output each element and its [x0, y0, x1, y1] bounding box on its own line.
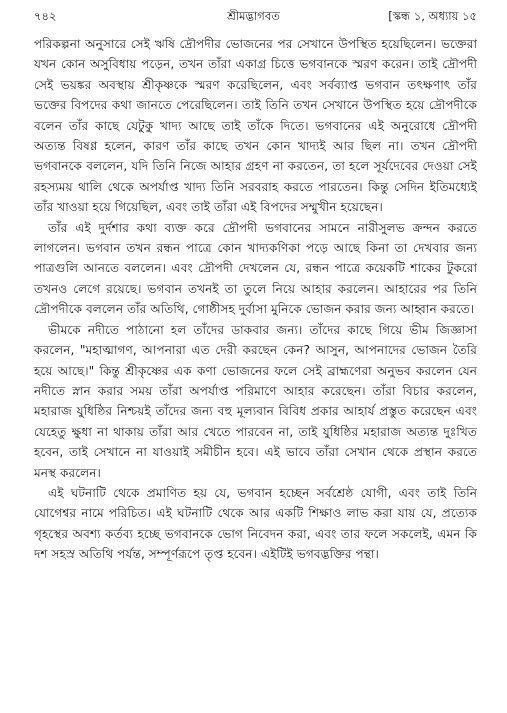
- paragraph: এই ঘটনাটি থেকে প্রমাণিত হয় যে, ভগবান হচ্ছেন সর্বশ্রেষ্ঠ যোগী, এবং তাই তিনি যোগেশ্বর নামে পরিচিত। এই ঘটনাটি থেকে আর একটি শিক্ষাও লাভ করা যায় যে, প্রত্যেক গৃহস্থের অবশ্য কর্তব্য হচ্ছে ভগবানকে ভোগ নিবেদন করা, এবং তার ফলে সকলেই, এমন কি দশ সহস্র অতিথি পর্যন্ত, সম্পূর্ণরূপে তৃপ্ত হবেন। এইটিই ভগবদ্ভক্তির পন্থা।: [34, 485, 477, 562]
- running-title: শ্রীমদ্ভাগবত: [227, 9, 280, 23]
- section-label: [স্কন্ধ ১, অধ্যায় ১৫: [388, 9, 477, 23]
- paragraph: ভীমকে নদীতে পাঠানো হল তাঁদের ডাকবার জন্য। তাঁদের কাছে গিয়ে ভীম জিজ্ঞাসা করলেন, "মহাত্মাগণ, আপনারা এত দেরী করছেন কেন? আসুন, আপনাদের ভোজন তৈরি হয়ে আছে।" কিন্তু শ্রীকৃষ্ণের এক কণা ভোজনের ফলে সেই ব্রাহ্মণেরা অনুভব করলেন যেন নদীতে স্নান করার সময় তাঁরা অপর্যাপ্ত পরিমাণে আহার করেছেন। তাঁরা বিচার করলেন, মহারাজ যুধিষ্ঠির নিশ্চয়ই তাঁদের জন্য বহু মূল্যবান বিবিধ প্রকার আহার্য প্রস্তুত করেছেন এবং যেহেতু ক্ষুধা না থাকায় তাঁরা আর খেতে পারবেন না, তাই যুধিষ্ঠির মহারাজ অত্যন্ত দুঃখিত হবেন, তাই সেখানে না যাওয়াই সমীচীন হবে। এই ভাবে তাঁরা সেখান থেকে প্রস্থান করতে মনস্থ করলেন।: [34, 322, 477, 480]
- paragraph: তাঁর এই দুর্দশার কথা ব্যক্ত করে দ্রৌপদী ভগবানের সামনে নারীসুলভ ক্রন্দন করতে লাগলেন। ভগবান তখন রন্ধন পাত্রে কোন খাদ্যকণিকা পড়ে আছে কিনা তা দেখবার জন্য পাত্রগুলি আনতে বললেন। এবং দ্রৌপদী দেখলেন যে, রন্ধন পাত্রে কয়েকটি শাকের টুকরো তখনও লেগে রয়েছে। ভগবান তখনই তা তুলে নিয়ে আহার করলেন। আহারের পর তিনি দ্রৌপদীকে বললেন তাঁর অতিথি, গোষ্ঠীসহ দুর্বাসা মুনিকে ভোজন করার জন্য আহ্বান করতে।: [34, 220, 477, 317]
- body-text: [34, 34, 477, 565]
- paragraph: পরিকল্পনা অনুসারে সেই ঋষি দ্রৌপদীর ভোজনের পর সেখানে উপস্থিত হয়েছিলেন। ভক্তেরা যখন কোন অসুবিধায় পড়েন, তখন তাঁরা একাগ্র চিত্তে ভগবানকে স্মরণ করেন। তাই দ্রৌপদী সেই ভয়ঙ্কর অবস্থায় শ্রীকৃষ্ণকে স্মরণ করেছিলেন, এবং সর্বব্যাপ্ত ভগবান তৎক্ষণাৎ তাঁর ভক্তের বিপদের কথা জানতে পেরেছিলেন। তাই তিনি তখন সেখানে উপস্থিত হয়ে দ্রৌপদীকে বলেন তাঁর কাছে যেটুকু খাদ্য আছে তাই তাঁকে দিতে। ভগবানের এই অনুরোধে দ্রৌপদী অত্যন্ত বিষণ্ণ হলেন, কারণ তাঁর কাছে তখন কোন খাদ্যই আর ছিল না। তখন দ্রৌপদী ভগবানকে বললেন, যদি তিনি নিজে আহার গ্রহণ না করতেন, তা হলে সূর্যদেবের দেওয়া সেই রহস্যময় থালি থেকে অপর্যাপ্ত খাদ্য তিনি সরবরাহ করতে পারতেন। কিন্তু সেদিন ইতিমধ্যেই তাঁর খাওয়া হয়ে গিয়েছিল, এবং তাই তাঁরা এই বিপদের সম্মুখীন হয়েছেন।: [34, 37, 477, 215]
- page-number: ৭৪২: [34, 9, 57, 23]
- page-header: [34, 6, 477, 26]
